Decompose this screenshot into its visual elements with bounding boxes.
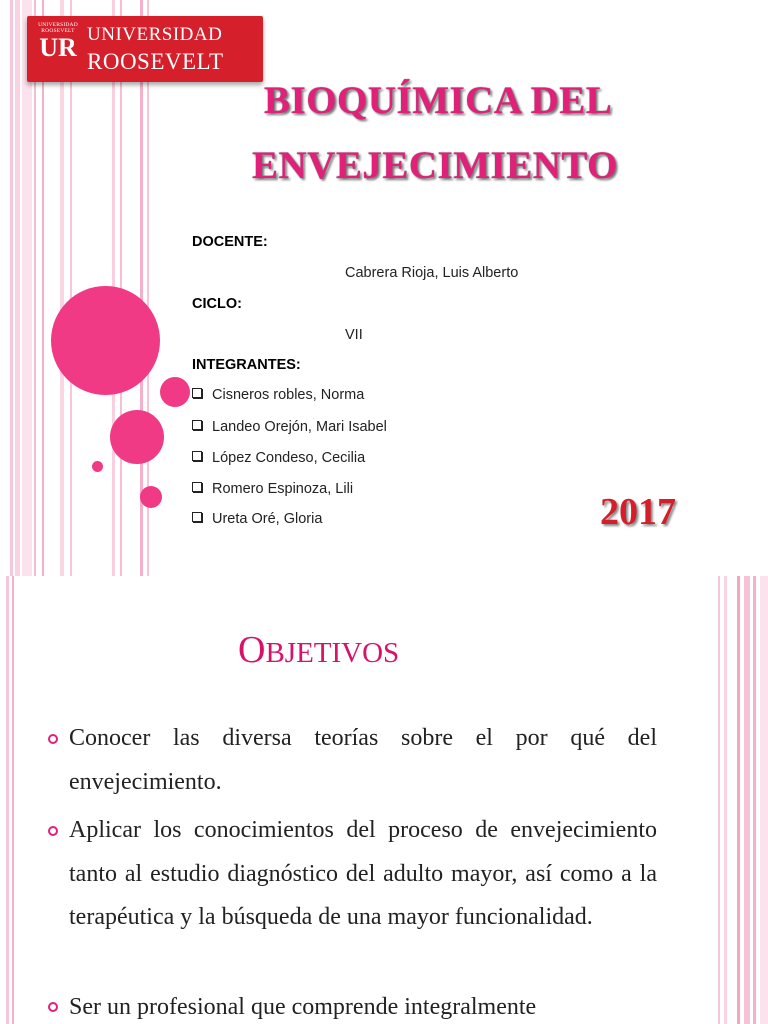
checkbox-bullet-icon <box>192 512 202 522</box>
checkbox-bullet-icon <box>192 420 202 430</box>
decorative-stripe <box>70 0 72 576</box>
decorative-stripe <box>744 576 750 1024</box>
logo-small-text: UNIVERSIDAD ROOSEVELT <box>38 22 78 34</box>
circle-bullet-icon <box>48 734 58 744</box>
decorative-stripe <box>10 0 13 576</box>
circle-bullet-icon <box>48 826 58 836</box>
ciclo-label: CICLO: <box>192 296 242 312</box>
logo-emblem <box>35 22 81 76</box>
presentation-title-line2: ENVEJECIMIENTO <box>252 144 619 187</box>
decorative-stripe <box>718 576 720 1024</box>
decorative-circle <box>140 486 162 508</box>
objectives-slide <box>0 576 768 1024</box>
university-logo <box>27 16 263 82</box>
member-name: Landeo Orejón, Mari Isabel <box>212 419 387 435</box>
circle-bullet-icon <box>48 1002 58 1012</box>
member-name: Ureta Oré, Gloria <box>212 511 323 527</box>
list-item <box>192 511 322 527</box>
logo-text-line1: UNIVERSIDAD <box>87 24 223 45</box>
list-item <box>192 450 365 466</box>
decorative-stripe <box>60 0 64 576</box>
slide-title-initial: O <box>238 629 266 671</box>
list-item <box>192 387 364 403</box>
decorative-circle-small <box>92 461 103 472</box>
checkbox-bullet-icon <box>192 388 202 398</box>
member-name: López Condeso, Cecilia <box>212 450 366 466</box>
decorative-stripe <box>6 576 9 1024</box>
decorative-circle-large <box>51 286 160 395</box>
decorative-circle <box>160 377 190 407</box>
slide-title-rest: BJETIVOS <box>265 637 400 669</box>
decorative-stripe <box>15 0 20 576</box>
decorative-stripe <box>42 0 44 576</box>
decorative-stripe <box>753 576 756 1024</box>
presentation-title-line1: BIOQUÍMICA DEL <box>264 79 613 122</box>
checkbox-bullet-icon <box>192 482 202 492</box>
decorative-circle <box>110 410 164 464</box>
decorative-stripe <box>12 576 14 1024</box>
decorative-stripe <box>34 0 36 576</box>
list-item: Aplicar los conocimientos del proceso de envejecimiento tanto al estudio diagnóstico del adulto mayor, así como a la terapéutica y la búsqueda de una mayor funcionalidad. <box>69 817 657 930</box>
list-item <box>192 481 353 497</box>
list-item <box>192 419 387 435</box>
logo-text-line2: ROOSEVELT <box>87 49 224 74</box>
year-label: 2017 <box>600 491 676 533</box>
list-item: Ser un profesional que comprende integralmente <box>69 994 537 1020</box>
ciclo-value: VII <box>345 327 363 343</box>
docente-label: DOCENTE: <box>192 234 268 250</box>
integrantes-label: INTEGRANTES: <box>192 357 301 373</box>
list-item: Conocer las diversa teorías sobre el por qué del envejecimiento. <box>69 725 657 795</box>
decorative-stripe <box>724 576 727 1024</box>
checkbox-bullet-icon <box>192 451 202 461</box>
decorative-stripe <box>22 0 32 576</box>
logo-monogram: UR <box>39 33 77 62</box>
decorative-stripe <box>760 576 768 1024</box>
member-name: Cisneros robles, Norma <box>212 387 365 403</box>
docente-value: Cabrera Rioja, Luis Alberto <box>345 265 519 281</box>
member-name: Romero Espinoza, Lili <box>212 481 354 497</box>
slide-title <box>238 628 399 672</box>
decorative-stripe <box>737 576 740 1024</box>
